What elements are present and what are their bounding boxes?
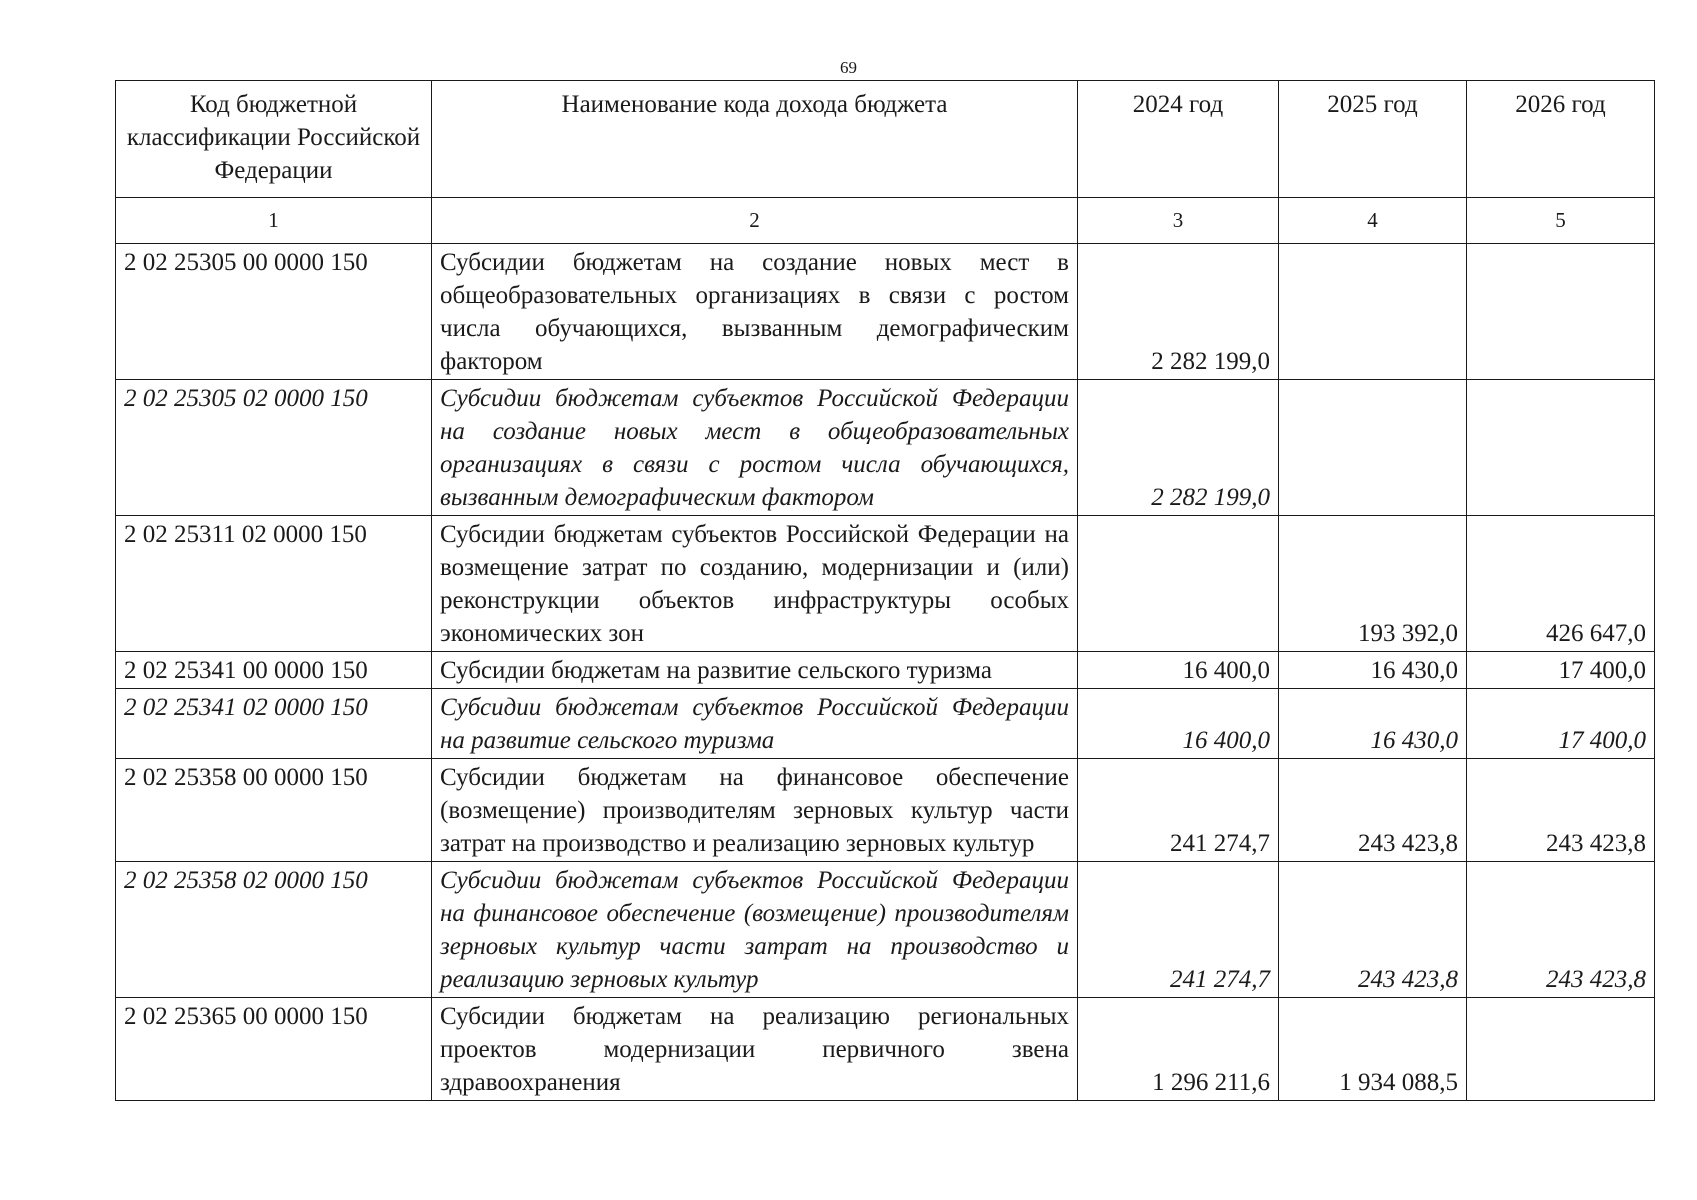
value-2025-cell: 193 392,0 (1279, 516, 1467, 652)
table-row (116, 998, 1655, 1101)
revenue-name-cell: Субсидии бюджетам субъектов Российской Федерации на финансовое обеспечение (возмещение) производителям зерновых культур части затрат на производство и реализацию зерновых культур (432, 862, 1078, 998)
revenue-name-cell: Субсидии бюджетам субъектов Российской Федерации на создание новых мест в общеобразовательных организациях в связи с ростом числа обучающихся, вызванным демографическим фактором (432, 380, 1078, 516)
column-number: 1 (116, 198, 432, 244)
budget-code-cell: 2 02 25341 00 0000 150 (116, 652, 432, 689)
value-2024-cell (1078, 516, 1279, 652)
value-2025-cell (1279, 244, 1467, 380)
value-2024-cell: 2 282 199,0 (1078, 380, 1279, 516)
table-row (116, 380, 1655, 516)
budget-code-cell: 2 02 25358 02 0000 150 (116, 862, 432, 998)
table-row (116, 689, 1655, 759)
budget-code-cell: 2 02 25305 02 0000 150 (116, 380, 432, 516)
value-2025-cell: 16 430,0 (1279, 689, 1467, 759)
value-2026-cell: 426 647,0 (1467, 516, 1655, 652)
header-2026: 2026 год (1467, 81, 1655, 198)
table-header-row (116, 81, 1655, 198)
header-name: Наименование кода дохода бюджета (432, 81, 1078, 198)
value-2025-cell: 243 423,8 (1279, 759, 1467, 862)
header-2025: 2025 год (1279, 81, 1467, 198)
value-2025-cell: 16 430,0 (1279, 652, 1467, 689)
revenue-name-cell: Субсидии бюджетам субъектов Российской Федерации на развитие сельского туризма (432, 689, 1078, 759)
budget-code-cell: 2 02 25305 00 0000 150 (116, 244, 432, 380)
value-2024-cell: 2 282 199,0 (1078, 244, 1279, 380)
value-2025-cell (1279, 380, 1467, 516)
budget-code-cell: 2 02 25365 00 0000 150 (116, 998, 432, 1101)
revenue-name-cell: Субсидии бюджетам на развитие сельского туризма (432, 652, 1078, 689)
table-row (116, 244, 1655, 380)
value-2024-cell: 1 296 211,6 (1078, 998, 1279, 1101)
value-2026-cell: 17 400,0 (1467, 652, 1655, 689)
column-number: 3 (1078, 198, 1279, 244)
value-2025-cell: 1 934 088,5 (1279, 998, 1467, 1101)
value-2025-cell: 243 423,8 (1279, 862, 1467, 998)
value-2026-cell: 243 423,8 (1467, 759, 1655, 862)
value-2026-cell: 243 423,8 (1467, 862, 1655, 998)
budget-code-cell: 2 02 25311 02 0000 150 (116, 516, 432, 652)
value-2024-cell: 16 400,0 (1078, 689, 1279, 759)
value-2026-cell (1467, 998, 1655, 1101)
column-number: 5 (1467, 198, 1655, 244)
value-2026-cell (1467, 244, 1655, 380)
table-row (116, 759, 1655, 862)
value-2024-cell: 16 400,0 (1078, 652, 1279, 689)
revenue-name-cell: Субсидии бюджетам на создание новых мест в общеобразовательных организациях в связи с ростом числа обучающихся, вызванным демографическим фактором (432, 244, 1078, 380)
budget-code-cell: 2 02 25358 00 0000 150 (116, 759, 432, 862)
page-number: 69 (840, 58, 857, 77)
value-2024-cell: 241 274,7 (1078, 862, 1279, 998)
table-row (116, 862, 1655, 998)
value-2026-cell: 17 400,0 (1467, 689, 1655, 759)
column-number: 2 (432, 198, 1078, 244)
revenue-name-cell: Субсидии бюджетам субъектов Российской Федерации на возмещение затрат по созданию, модернизации и (или) реконструкции объектов инфраструктуры особых экономических зон (432, 516, 1078, 652)
value-2024-cell: 241 274,7 (1078, 759, 1279, 862)
column-number: 4 (1279, 198, 1467, 244)
value-2026-cell (1467, 380, 1655, 516)
table-row (116, 516, 1655, 652)
budget-code-cell: 2 02 25341 02 0000 150 (116, 689, 432, 759)
header-2024: 2024 год (1078, 81, 1279, 198)
revenue-name-cell: Субсидии бюджетам на финансовое обеспечение (возмещение) производителям зерновых культур части затрат на производство и реализацию зерновых культур (432, 759, 1078, 862)
header-code: Код бюджетной классификации Российской Федерации (116, 81, 432, 198)
budget-revenue-table (115, 80, 1655, 1101)
column-number-row (116, 198, 1655, 244)
table-row (116, 652, 1655, 689)
revenue-name-cell: Субсидии бюджетам на реализацию региональных проектов модернизации первичного звена здравоохранения (432, 998, 1078, 1101)
